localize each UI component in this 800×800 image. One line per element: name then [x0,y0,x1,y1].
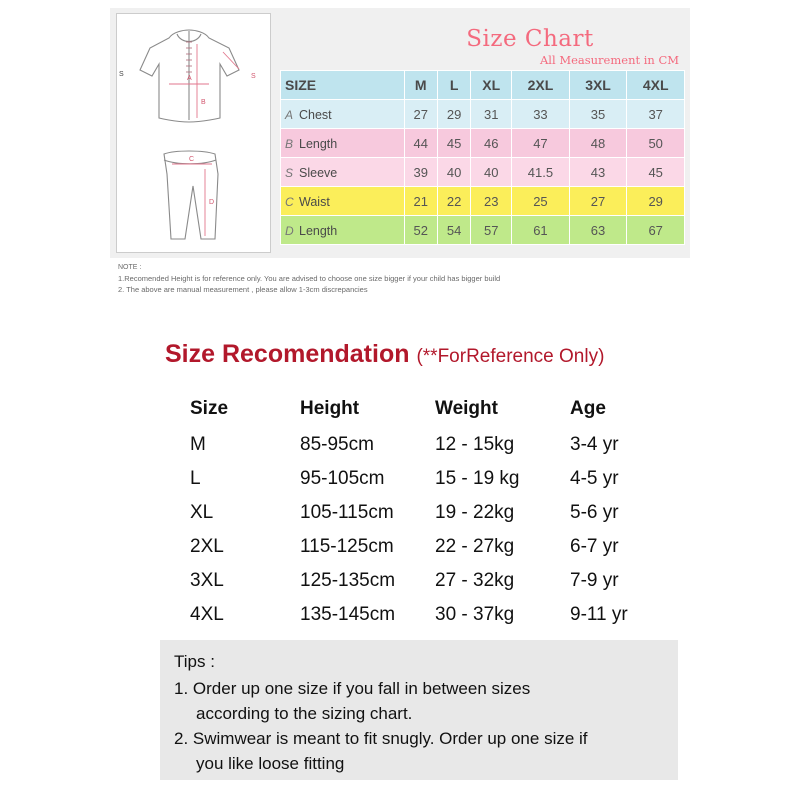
table-cell-age: 4-5 yr [570,468,619,489]
table-cell-height: 135-145cm [300,604,396,625]
size-chart-notes [118,262,678,295]
table-header-cell: Weight [435,398,498,419]
table-cell-weight: 27 - 32kg [435,570,515,591]
table-cell: 37 [627,100,685,129]
row-letter: C [285,194,294,209]
row-label [281,187,405,216]
table-cell: 25 [512,187,570,216]
tips-line-1: 1. Order up one size if you fall in between sizes [174,679,531,698]
table-cell: 67 [627,216,685,245]
garment-diagram [116,13,271,253]
svg-text:A: A [187,75,192,82]
row-letter: A [285,107,294,122]
table-row [281,216,685,245]
table-row [190,598,690,632]
table-cell-height: 125-135cm [300,570,396,591]
table-cell: 57 [471,216,512,245]
table-cell: 46 [471,129,512,158]
note-line: 2. The above are manual measurement , please allow 1-3cm discrepancies [118,285,368,294]
row-letter: B [285,136,294,151]
table-cell: 40 [471,158,512,187]
svg-text:B: B [201,99,206,106]
size-chart-table [280,70,685,245]
table-cell-weight: 19 - 22kg [435,502,515,523]
table-header-cell: Height [300,398,360,419]
table-cell: 43 [569,158,627,187]
table-header-cell: 2XL [512,71,570,100]
table-cell-size: 2XL [190,536,224,557]
table-cell-size: XL [190,502,214,523]
table-cell-weight: 15 - 19 kg [435,468,520,489]
row-label [281,129,405,158]
table-header-cell: Age [570,398,606,419]
row-name: Length [299,223,338,238]
table-cell-age: 3-4 yr [570,434,619,455]
row-label [281,158,405,187]
measurement-unit-note: All Measurement in CM [540,53,680,67]
table-cell: 61 [512,216,570,245]
note-line: NOTE : [118,264,142,271]
table-cell: 31 [471,100,512,129]
table-cell-height: 85-95cm [300,434,374,455]
table-cell: 44 [404,129,437,158]
table-row [190,428,690,462]
table-row [190,564,690,598]
table-header-row [281,71,685,100]
table-cell-weight: 12 - 15kg [435,434,515,455]
recommendation-title-main: Size Recomendation [165,340,417,368]
table-cell: 27 [569,187,627,216]
table-row [281,129,685,158]
table-header-cell: 3XL [569,71,627,100]
table-cell: 21 [404,187,437,216]
table-cell: 48 [569,129,627,158]
tips-box [160,640,678,780]
table-cell: 47 [512,129,570,158]
table-cell: 23 [471,187,512,216]
table-cell-height: 105-115cm [300,502,394,523]
table-cell: 41.5 [512,158,570,187]
table-row [281,158,685,187]
table-row [190,496,690,530]
recommendation-title [165,340,604,369]
table-header-cell: M [404,71,437,100]
table-cell: 39 [404,158,437,187]
table-cell: 52 [404,216,437,245]
size-chart-title: Size Chart [466,26,594,52]
tips-line-1-cont: according to the sizing chart. [196,704,413,723]
table-cell: 54 [437,216,470,245]
table-cell-height: 95-105cm [300,468,385,489]
table-cell-size: 3XL [190,570,224,591]
table-cell-size: L [190,468,201,489]
tips-heading: Tips : [174,652,215,671]
row-name: Sleeve [299,165,338,180]
table-cell-age: 9-11 yr [570,604,628,625]
table-cell: 45 [627,158,685,187]
table-header-cell: SIZE [281,71,405,100]
table-cell: 29 [437,100,470,129]
size-chart-panel [110,8,690,258]
table-header-cell: Size [190,398,229,419]
row-letter: S [285,165,294,180]
table-header-cell: 4XL [627,71,685,100]
table-cell: 35 [569,100,627,129]
svg-text:S: S [251,73,256,80]
row-label [281,216,405,245]
table-header-row [190,398,690,428]
table-cell: 45 [437,129,470,158]
svg-text:C: C [189,156,195,163]
table-cell: 50 [627,129,685,158]
table-cell: 22 [437,187,470,216]
recommendation-title-sub: (**ForReference Only) [416,346,605,367]
table-cell: 27 [404,100,437,129]
row-label [281,100,405,129]
table-cell-weight: 22 - 27kg [435,536,515,557]
table-cell-age: 7-9 yr [570,570,619,591]
table-cell: 40 [437,158,470,187]
table-header-cell: L [437,71,470,100]
table-row [281,100,685,129]
table-row [281,187,685,216]
table-cell-age: 5-6 yr [570,502,619,523]
table-header-cell: XL [471,71,512,100]
table-cell-height: 115-125cm [300,536,394,557]
row-letter: D [285,223,294,238]
svg-text:D: D [209,199,215,206]
table-cell: 63 [569,216,627,245]
tips-line-2-cont: you like loose fitting [196,754,345,773]
row-name: Chest [299,107,332,122]
table-row [190,462,690,496]
table-row [190,530,690,564]
table-cell-age: 6-7 yr [570,536,619,557]
table-cell: 33 [512,100,570,129]
table-cell-weight: 30 - 37kg [435,604,515,625]
recommendation-table [190,398,690,632]
note-line: 1.Recomended Height is for reference only. You are advised to choose one size bigger if your child has bigger build [118,274,501,283]
row-name: Length [299,136,338,151]
tips-line-2: 2. Swimwear is meant to fit snugly. Order up one size if [174,729,588,748]
table-cell-size: 4XL [190,604,224,625]
row-name: Waist [299,194,330,209]
table-cell: 29 [627,187,685,216]
table-cell-size: M [190,434,206,455]
svg-text:S: S [119,71,124,78]
